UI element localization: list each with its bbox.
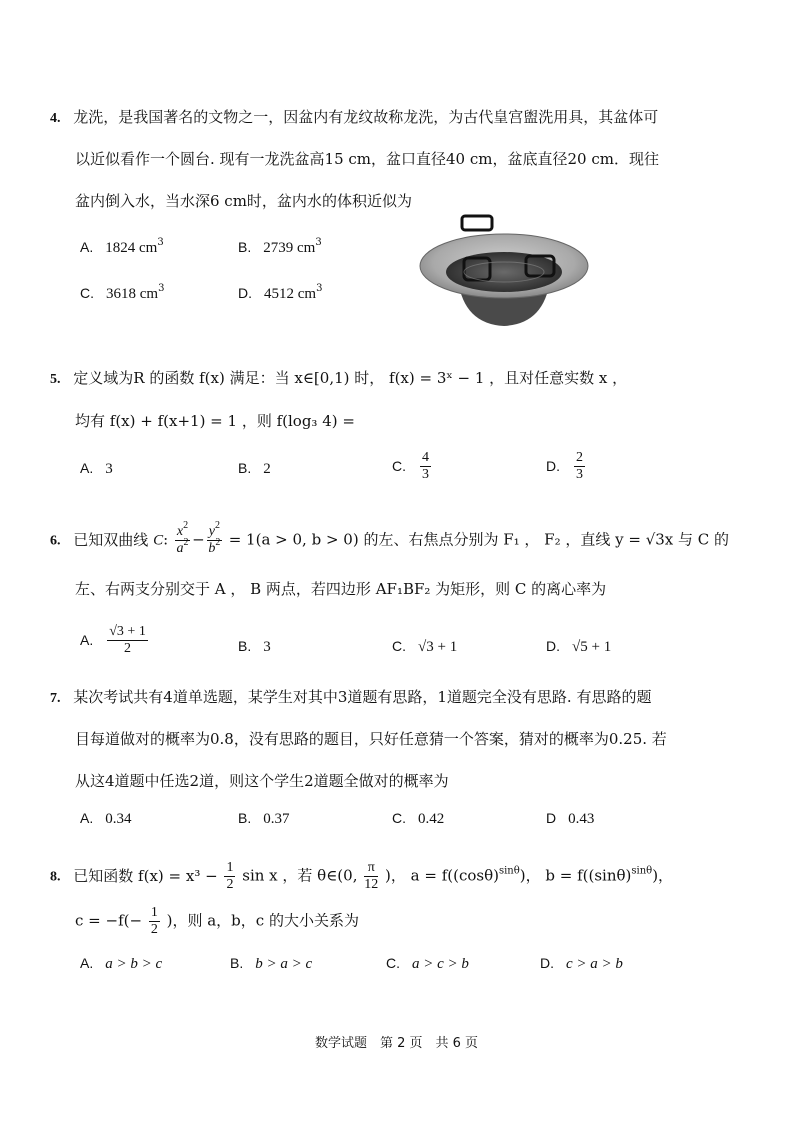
q5-option-c[interactable]: C. $\frac{4}{3}$ (392, 450, 429, 482)
q6-option-d[interactable]: D. √5 + 1 (546, 638, 612, 655)
q5-option-d[interactable]: D. $\frac{2}{3}$ (546, 450, 583, 482)
q4-line1: 4. 龙洗，是我国著名的文物之一，因盆内有龙纹故称龙洗，为古代皇宫盥洗用具，其盆体可 (50, 108, 659, 126)
q6-option-b[interactable]: B. 3 (238, 638, 271, 655)
dragon-basin-image (418, 212, 590, 330)
q7-option-c[interactable]: C. 0.42 (392, 810, 445, 827)
q7-line1: 7. 某次考试共有4道单选题，某学生对其中3道题有思路，1道题完全没有思路. 有思路的题 (50, 688, 652, 706)
q4-option-c[interactable]: C. 3618 $cm^3$ (80, 283, 165, 302)
q6-option-a[interactable]: A. $\frac{√3 + 1}{2}$ (80, 624, 146, 656)
q7-option-b[interactable]: B. 0.37 (238, 810, 290, 827)
q4-option-b[interactable]: B. 2739 $cm^3$ (238, 237, 322, 256)
q4-option-a[interactable]: A. 1824 $cm^3$ (80, 237, 164, 256)
page-footer: 数学试题 第 2 页 共 6 页 (314, 1036, 479, 1051)
q8-line2: c = −f(− $\frac{1}{2}$ )，则 a，b，c 的大小关系为 (75, 905, 359, 937)
q8-option-d[interactable]: D. c > a > b (540, 955, 623, 972)
q7-line2: 目每道做对的概率为0.8，没有思路的题目，只好任意猜一个答案，猜对的概率为0.25. 若 (75, 730, 667, 748)
q8-option-c[interactable]: C. a > c > b (386, 955, 469, 972)
q5-option-b[interactable]: B. 2 (238, 460, 271, 477)
q6-line2: 左、右两支分别交于 A ， B 两点，若四边形 AF₁BF₂ 为矩形，则 C 的离心率为 (75, 580, 607, 598)
q5-line2: 均有 f(x) + f(x+1) = 1 ，则 f(log₃ 4) = (75, 412, 355, 430)
q4-line3: 盆内倒入水，当水深6 cm时，盆内水的体积近似为 (75, 192, 412, 210)
q7-option-a[interactable]: A. 0.34 (80, 810, 132, 827)
q8-option-a[interactable]: A. a > b > c (80, 955, 163, 972)
q5-option-a[interactable]: A. 3 (80, 460, 113, 477)
q7-option-d[interactable]: D 0.43 (546, 810, 595, 827)
q5-line1: 5. 定义域为R 的函数 f(x) 满足：当 x∈[0,1) 时， f(x) = 3ˣ − 1 ，且对任意实数 x ， (50, 369, 628, 387)
q6-option-c[interactable]: C. √3 + 1 (392, 638, 458, 655)
q6-line1: 6. 已知双曲线 C: $\frac{x^2}{a^2}$ − $\frac{y^2}{b^2}$ = 1(a > 0, b > 0) 的左、右焦点分别为 F₁ ， F₂ ，直线 y = √3x 与 C 的 (50, 520, 730, 556)
q7-line3: 从这4道题中任选2道，则这个学生2道题全做对的概率为 (75, 772, 449, 790)
q8-line1: 8. 已知函数 f(x) = x³ − $\frac{1}{2}$ sin x ，若 θ∈(0, $\frac{\pi}{12}$ )， $a = f((\cos\theta)^{sin\theta})$， $b = f((\sin\theta)^{sin\theta})$， (50, 860, 674, 892)
q8-option-b[interactable]: B. b > a > c (230, 955, 313, 972)
q4-line2: 以近似看作一个圆台. 现有一龙洗盆高15 cm，盆口直径40 cm，盆底直径20 cm．现往 (75, 150, 659, 168)
q4-option-d[interactable]: D. 4512 $cm^3$ (238, 283, 323, 302)
